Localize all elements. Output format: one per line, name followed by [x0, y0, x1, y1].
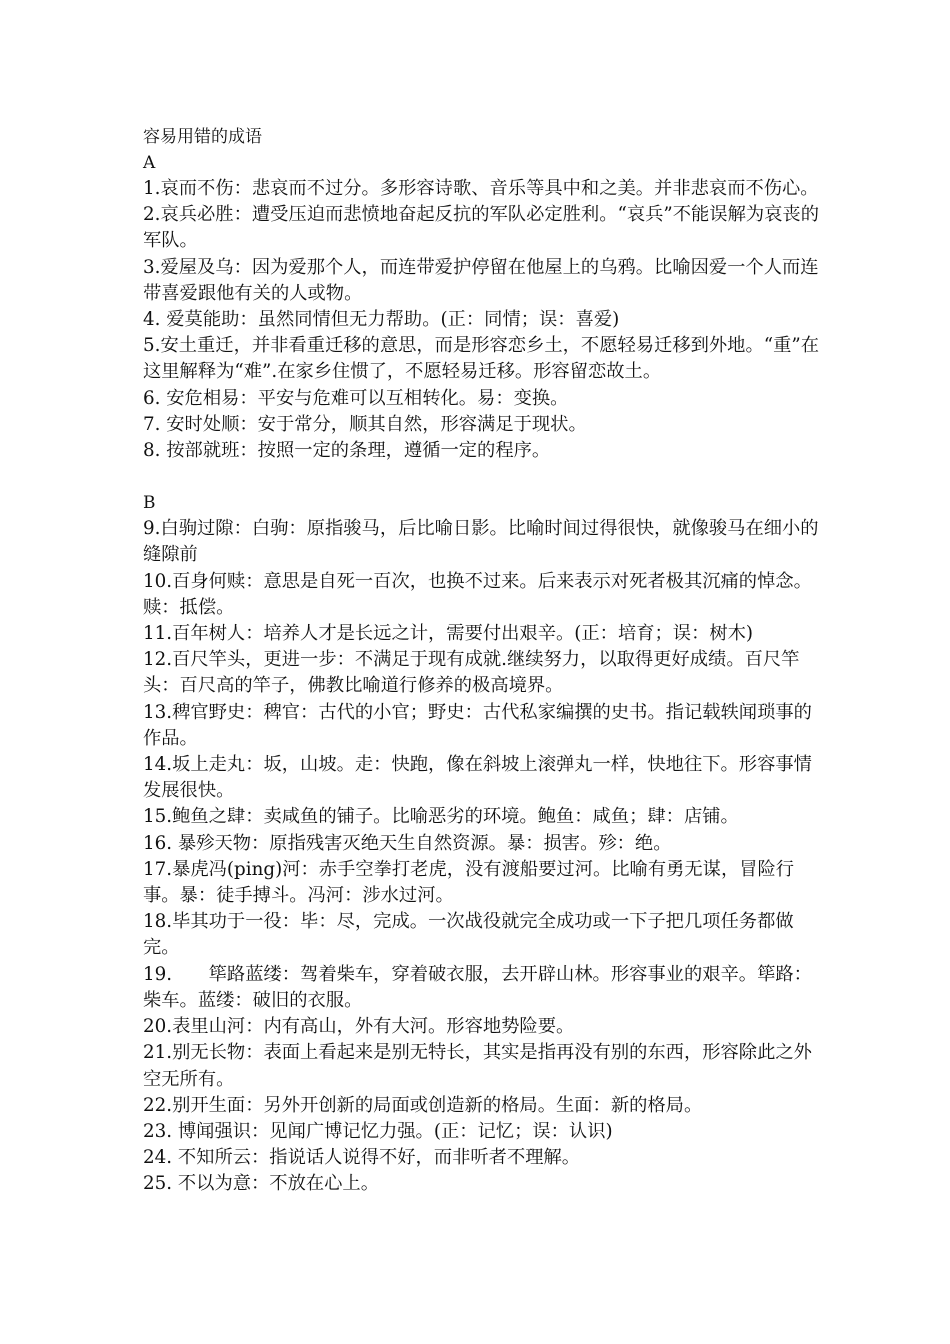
idiom-entry: 4. 爱莫能助：虽然同情但无力帮助。(正：同情；误：喜爱)	[143, 309, 620, 331]
section-spacer	[143, 464, 823, 490]
idiom-entry: 25. 不以为意：不放在心上。	[143, 1173, 379, 1195]
idiom-entry: 20.表里山河：内有高山，外有大河。形容地势险要。	[143, 1016, 575, 1038]
document-page	[143, 124, 823, 1198]
idiom-entry: 11.百年树人：培养人才是长远之计，需要付出艰辛。(正：培育；误：树木)	[143, 623, 754, 645]
idiom-entry: 9.白驹过隙：白驹：原指骏马，后比喻日影。比喻时间过得很快，就像骏马在细小的缝隙前	[143, 518, 819, 566]
idiom-entry: 22.别开生面：另外开创新的局面或创造新的格局。生面：新的格局。	[143, 1094, 703, 1116]
idiom-entry: 3.爱屋及乌：因为爱那个人，而连带爱护停留在他屋上的乌鸦。比喻因爱一个人而连带喜爱跟他有关的人或物。	[143, 256, 819, 304]
idiom-entry: 19. 筚路蓝缕：驾着柴车，穿着破衣服，去开辟山林。形容事业的艰辛。筚路：柴车。蓝缕：破旧的衣服。	[143, 963, 812, 1011]
idiom-entry: 21.别无长物：表面上看起来是别无特长，其实是指再没有别的东西，形容除此之外空无所有。	[143, 1042, 812, 1090]
idiom-entry: 13.稗官野史：稗官：古代的小官；野史：古代私家编撰的史书。指记载轶闻琐事的作品。	[143, 701, 812, 749]
idiom-entry: 18.毕其功于一役：毕：尽，完成。一次战役就完全成功或一下子把几项任务都做完。	[143, 911, 794, 959]
section-letter-a: A	[143, 153, 156, 173]
idiom-entry: 1.哀而不伤：悲哀而不过分。多形容诗歌、音乐等具中和之美。并非悲哀而不伤心。	[143, 178, 819, 199]
idiom-entry: 10.百身何赎：意思是自死一百次，也换不过来。后来表示对死者极其沉痛的悼念。赎：抵偿。	[143, 570, 812, 618]
section-b-list	[143, 516, 823, 1197]
idiom-entry: 7. 安时处顺：安于常分，顺其自然，形容满足于现状。	[143, 413, 587, 435]
section-a-list	[143, 176, 823, 464]
idiom-entry: 8. 按部就班：按照一定的条理，遵循一定的程序。	[143, 440, 551, 462]
section-letter-b: B	[143, 493, 156, 514]
idiom-entry: 15.鲍鱼之肆：卖咸鱼的铺子。比喻恶劣的环境。鲍鱼：咸鱼；肆：店铺。	[143, 806, 739, 828]
idiom-entry: 23. 博闻强识：见闻广博记忆力强。(正：记忆；误：认识)	[143, 1120, 613, 1142]
idiom-entry: 12.百尺竿头，更进一步：不满足于现有成就.继续努力，以取得更好成绩。百尺竿头：百尺高的竿子，佛教比喻道行修养的极高境界。	[143, 649, 800, 697]
idiom-entry: 2.哀兵必胜：遭受压迫而悲愤地奋起反抗的军队必定胜利。“哀兵”不能误解为哀丧的军队。	[143, 204, 819, 252]
document-title: 容易用错的成语	[143, 127, 262, 147]
idiom-entry: 16. 暴殄天物：原指残害灭绝天生自然资源。暴：损害。殄：绝。	[143, 832, 672, 854]
idiom-entry: 5.安土重迁，并非看重迁移的意思，而是形容恋乡土，不愿轻易迁移到外地。“重”在这里解释为“难”.在家乡住惯了，不愿轻易迁移。形容留恋故土。	[143, 335, 819, 383]
idiom-entry: 6. 安危相易：平安与危难可以互相转化。易：变换。	[143, 387, 569, 409]
idiom-entry: 24. 不知所云：指说话人说得不好，而非听者不理解。	[143, 1147, 581, 1169]
idiom-entry: 14.坂上走丸：坂，山坡。走：快跑，像在斜坡上滚弹丸一样，快地往下。形容事情发展很快。	[143, 754, 812, 802]
idiom-entry: 17.暴虎冯(ping)河：赤手空拳打老虎，没有渡船要过河。比喻有勇无谋，冒险行事。暴：徒手搏斗。冯河：涉水过河。	[143, 858, 795, 907]
